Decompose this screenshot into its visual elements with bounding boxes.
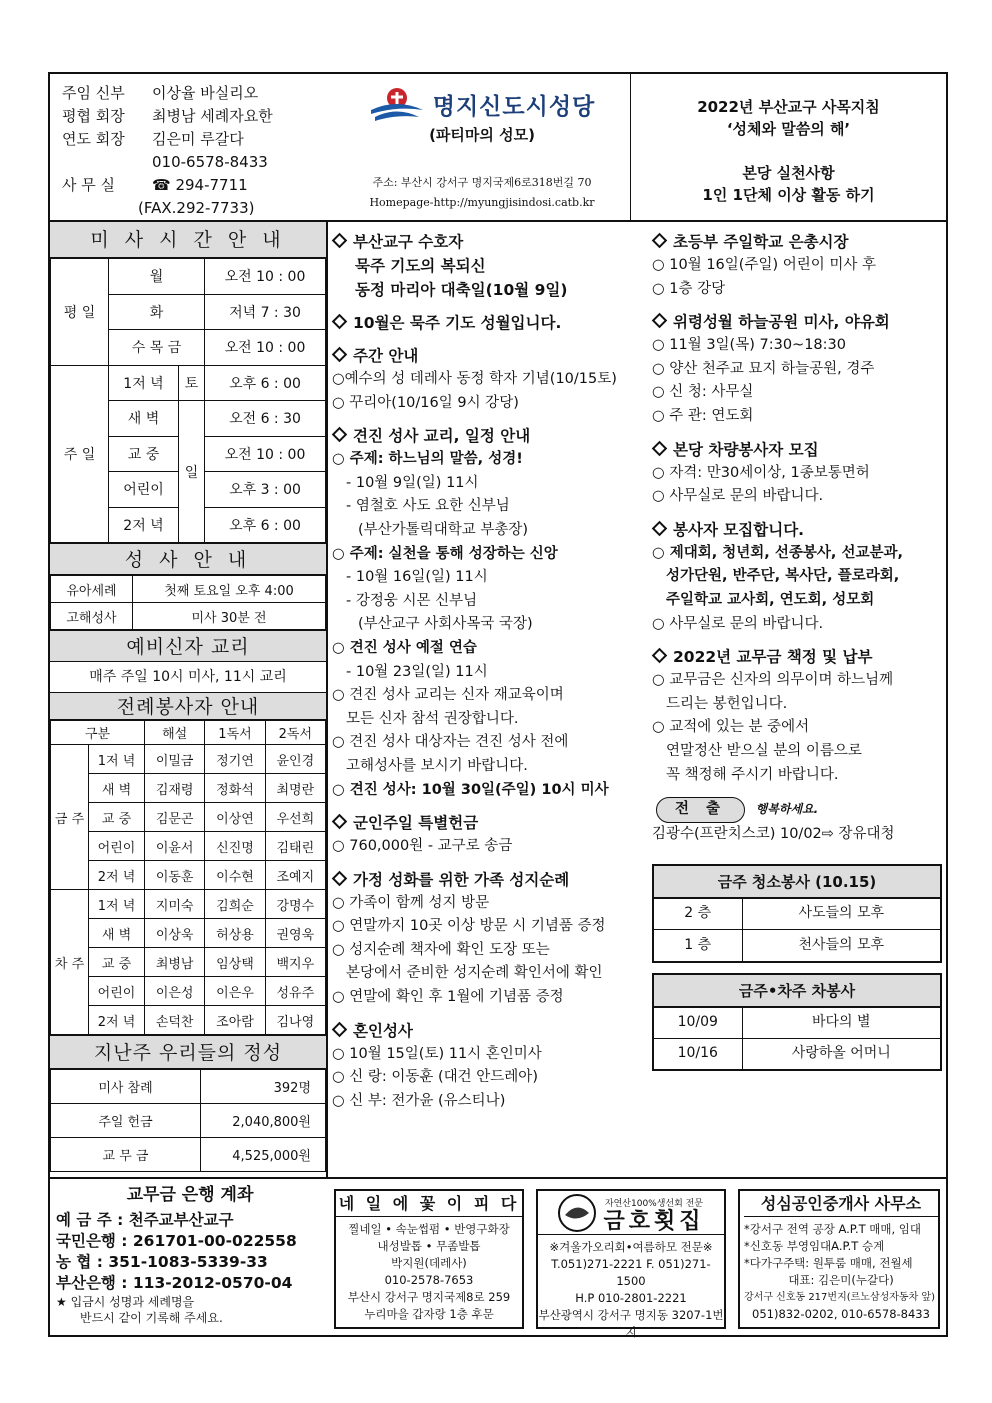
- car-volunteer-box: 금주•차주 차봉사 10/09 바다의 별 10/16 사랑하올 어머니: [652, 973, 942, 1072]
- header: [50, 74, 946, 222]
- diamond-bullet-icon: [652, 233, 668, 249]
- section-driver-volunteer: 본당 차량봉사자 모집: [652, 438, 946, 462]
- sacrament-title: 성 사 안 내: [50, 543, 326, 575]
- section-parish-dues: 2022년 교무금 책정 및 납부: [652, 645, 946, 669]
- diamond-bullet-icon: [332, 814, 348, 830]
- ad-nail-shop: 네 일 에 꽃 이 피 다 찔네일 • 속눈썹펌 • 반영구화장 내성발톱 • 무좀발톱 박지원(데레사) 010-2578-7653 부산시 강서구 명지국제8로 259 누리마을 갑자랑 1층 후문: [334, 1189, 524, 1329]
- transfer-badge: 전 출: [656, 797, 745, 823]
- section-weekly: 주간 안내: [332, 344, 646, 368]
- ad-fish-restaurant: 자연산100%생선회 전문 금호횟집 ※겨울가오리회•여름하모 전문※ T.051)271-2221 F. 051)271-1500 H.P 010-2801-2221 부산광역시 강서구 명지동 3207-1번지: [536, 1189, 726, 1329]
- footer: [50, 1177, 946, 1339]
- diamond-bullet-icon: [332, 233, 348, 249]
- bulletin-page: [48, 72, 948, 1337]
- pastoral-guideline: 2022년 부산교구 사목지침 ‘성체와 말씀의 해’ 본당 실천사항 1인 1단체 이상 활동 하기: [630, 74, 946, 220]
- homepage-link[interactable]: Homepage-http://myungjisindosi.catb.kr: [369, 196, 595, 209]
- section-military-offering: 군인주일 특별헌금: [332, 811, 646, 835]
- diamond-bullet-icon: [332, 347, 348, 363]
- church-logo-icon: [369, 84, 425, 124]
- middle-column: 부산교구 수호자 묵주 기도의 복되신 동정 마리아 대축일(10월 9일) 10월은 묵주 기도 성월입니다. 주간 안내 ○예수의 성 데레사 동정 학자 기념(10/15토) ○ 꾸리아(10/16일 9시 강당) 견진 성사 교리, 일정 안내 ○ 주제: 하느님의 말씀, 성경! - 10월 9일(일) 11시 - 염철호 사도 요한 신부님 (부산가톨릭대학교 부총장) ○ 주제: 실천을 통해 성장하는 신앙 - 10월 16일(일) 11시 - 강정웅 시몬 신부님 (부산교구 사회사목국 국장) ○ 견진 성사 예절 연습 - 10월 23일(일) 11시 ○ 견진 성사 교리는 신자 재교육이며 모든 신자 참석 권장합니다. ○ 견진 성사 대상자는 견진 성사 전에 고해성사를 보시기 바랍니다. ○ 견진 성사: 10월 30일(주일) 10시 미사 군인주일 특별헌금 ○ 760,000원 - 교구로 송금 가정 성화를 위한 가족 성지순례 ○ 가족이 함께 성지 방문 ○ 연말까지 10곳 이상 방문 시 기념품 증정 ○ 성지순례 책자에 확인 도장 또는 본당에서 준비한 성지순례 확인서에 확인 ○ 연말에 확인 후 1월에 기념품 증정 혼인성사 ○ 10월 15일(토) 11시 혼인미사 ○ 신 랑: 이동훈 (대건 안드레아) ○ 신 부: 전가윤 (유스티나): [328, 222, 646, 1177]
- transfer-row: [656, 797, 946, 823]
- transfer-blessing: 행복하세요.: [755, 802, 819, 817]
- diamond-bullet-icon: [332, 314, 348, 330]
- section-volunteer: 봉사자 모집합니다.: [652, 518, 946, 542]
- church-address: 주소: 부산시 강서구 명지국제6로318번길 70: [372, 176, 592, 189]
- section-market: 초등부 주일학교 은총시장: [652, 230, 946, 254]
- church-logo-block: [332, 84, 632, 213]
- catechumen-text: 매주 주일 10시 미사, 11시 교리: [89, 669, 287, 685]
- diamond-bullet-icon: [652, 313, 668, 329]
- left-column: [50, 222, 328, 1177]
- section-wedding: 혼인성사: [332, 1019, 646, 1043]
- church-name: 명지신도시성당: [432, 93, 596, 120]
- right-column: 초등부 주일학교 은총시장 ○ 10월 16일(주일) 어린이 미사 후 ○ 1층 강당 위령성월 하늘공원 미사, 야유회 ○ 11월 3일(목) 7:30~18:30 ○ 양산 천주교 묘지 하늘공원, 경주 ○ 신 청: 사무실 ○ 주 관: 연도회 본당 차량봉사자 모집 ○ 자격: 만30세이상, 1종보통면허 ○ 사무실로 문의 바랍니다. 봉사자 모집합니다. ○ 제대회, 청년회, 선종봉사, 선교분과, 성가단원, 반주단, 복사단, 플로라회, 주일학교 교사회, 연도회, 성모회 ○ 사무실로 문의 바랍니다. 2022년 교무금 책정 및 납부 ○ 교무금은 신자의 의무이며 하느님께 드리는 봉헌입니다. ○ 교적에 있는 분 중에서 연말정산 받으실 분의 이름으로 꼭 책정해 주시기 바랍니다. 전 출 행복하세요. 김광수(프란치스코) 10/02⇨ 장유대청 금주 청소봉사 (10.15) 2 층 사도들의 모후 1 층 천사들의 모후 금주•차주 차봉사 10/09 바다의 별 10/16 사랑하올 어머니: [646, 222, 946, 1177]
- church-subtitle: (파티마의 성모): [429, 126, 535, 144]
- transfer-text: 김광수(프란치스코) 10/02⇨ 장유대청: [652, 825, 895, 842]
- diamond-bullet-icon: [332, 427, 348, 443]
- section-memorial-mass: 위령성월 하늘공원 미사, 야유회: [652, 310, 946, 334]
- offering-title: 지난주 우리들의 정성: [50, 1035, 326, 1069]
- staff-info: 주임 신부 이상율 바실리오 평협 회장 최병남 세례자요한 연도 회장 김은미 루갈다 010-6578-8433 사 무 실 ☎ 294-7711 (FAX.292-7733): [62, 84, 273, 217]
- bank-accounts: 교무금 은행 계좌 예 금 주 : 천주교부산교구 국민은행 : 261701-00-022558 농 협 : 351-1083-5339-33 부산은행 : 113-2012-0570-04 ★ 입금시 성명과 세례명을 반드시 같이 기록해 주세요.: [56, 1185, 297, 1325]
- mass-times-table: 평 일 월 오전 10 : 00 화 저녁 7 : 30 수 목 금 오전 10 : 00 주 일 1저 녁 토 오후 6 : 00 새 벽 일 오전 6 : 30 교 중 오전 10 : 00 어린이 오후 3 : 00 2저 녁 오후 6 : 00: [50, 258, 326, 543]
- fish-logo-icon: [557, 1193, 597, 1233]
- liturgy-table: 구분 해설 1독서 2독서 금 주 1저 녁 이밀금 정기연 윤인경 새 벽 김재령 정화석 최명란 교 중 김문곤 이상연 우선희 어린이 이윤서 신진명 김태린 2저 녁 이동훈 이수현 조예지 차 주 1저 녁 지미숙 김희순 강명수 새 벽 이상욱 허상용 권영욱 교 중 최병남 임상택 백지우 어린이 이은성 이은우 성유주 2저 녁 손덕찬 조아람 김나영: [50, 720, 326, 1035]
- diamond-bullet-icon: [652, 520, 668, 536]
- diamond-bullet-icon: [332, 870, 348, 886]
- diamond-bullet-icon: [332, 1021, 348, 1037]
- section-pilgrimage: 가정 성화를 위한 가족 성지순례: [332, 868, 646, 892]
- section-rosary-month: 10월은 묵주 기도 성월입니다.: [332, 311, 646, 335]
- sacrament-table: 유아세례 첫째 토요일 오후 4:00 고해성사 미사 30분 전: [50, 575, 326, 630]
- mass-times-title: 미 사 시 간 안 내: [50, 222, 326, 258]
- ad-real-estate: 성심공인중개사 사무소 *강서구 전역 공장 A.P.T 매매, 임대 *신호동 부영임대A.P.T 승계 *다가구주택: 원투룸 매매, 전월세 대표: 김은미(누갈다) 강서구 신호동 217번지(르노삼성자동차 앞) 051)832-0202, 010-6578-8433: [738, 1189, 940, 1329]
- diamond-bullet-icon: [652, 648, 668, 664]
- section-confirmation: 견진 성사 교리, 일정 안내: [332, 424, 646, 448]
- catechumen-title: 예비신자 교리: [50, 630, 326, 662]
- liturgy-title: 전례봉사자 안내: [50, 692, 326, 720]
- offering-table: 미사 참례 392명 주일 헌금 2,040,800원 교 무 금 4,525,000원: [50, 1069, 326, 1172]
- cleaning-box: 금주 청소봉사 (10.15) 2 층 사도들의 모후 1 층 천사들의 모후: [652, 864, 942, 963]
- diamond-bullet-icon: [652, 440, 668, 456]
- section-patron: 부산교구 수호자 묵주 기도의 복되신 동정 마리아 대축일(10월 9일): [332, 230, 646, 302]
